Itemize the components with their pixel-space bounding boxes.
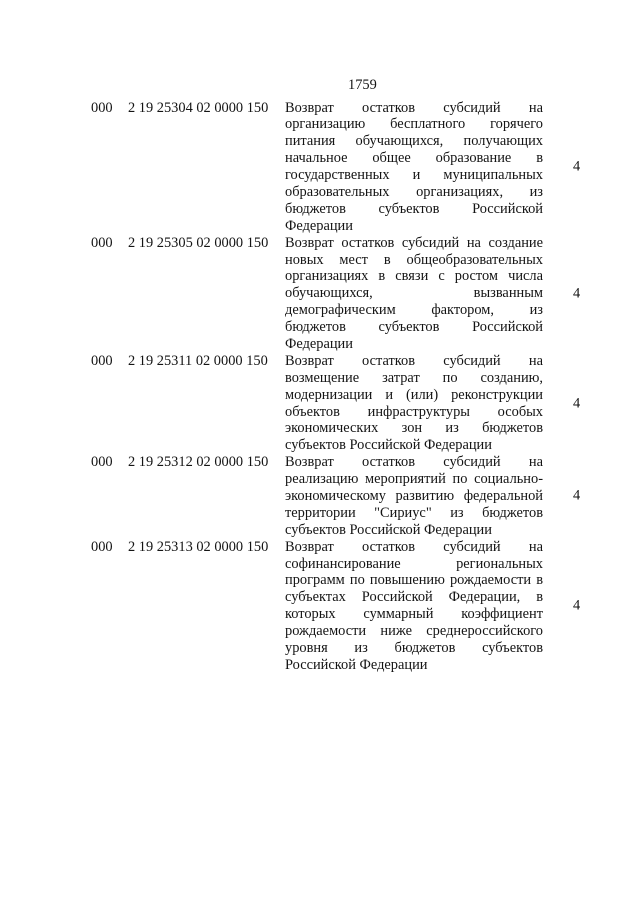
name-line: объектов инфраструктуры особых — [285, 403, 543, 420]
budget-code-table — [0, 100, 640, 674]
budget-code: 2 19 25305 02 0000 150 — [128, 234, 269, 251]
name-line: демографическим фактором, из — [285, 302, 543, 319]
page-number: 1759 — [348, 76, 377, 93]
name-line: государственных и муниципальных — [285, 167, 543, 184]
name-line: территории "Сириус" из бюджетов — [285, 504, 543, 521]
name-line: субъектов Российской Федерации — [285, 437, 492, 454]
table-row — [0, 235, 640, 353]
table-row — [0, 539, 640, 674]
name-line: Возврат остатков субсидий на — [285, 352, 543, 369]
admin-code: 000 — [91, 454, 113, 471]
value-cell: 4 — [573, 285, 581, 302]
admin-code: 000 — [91, 352, 113, 369]
name-line: Федерации — [285, 335, 353, 352]
name-line: питания обучающихся, получающих — [285, 133, 543, 150]
name-line: новых мест в общеобразовательных — [285, 251, 543, 268]
value-cell: 4 — [573, 597, 581, 614]
admin-code: 000 — [91, 538, 113, 555]
name-line: которых суммарный коэффициент — [285, 606, 543, 623]
budget-code: 2 19 25311 02 0000 150 — [128, 352, 268, 369]
name-line: организациях в связи с ростом числа — [285, 268, 543, 285]
name-line: обучающихся, вызванным — [285, 285, 543, 302]
name-line: Федерации — [285, 217, 353, 234]
table-row — [0, 100, 640, 235]
name-line: экономических зон из бюджетов — [285, 420, 543, 437]
name-cell — [285, 353, 543, 454]
name-line: возмещение затрат по созданию, — [285, 369, 543, 386]
name-cell — [285, 539, 543, 674]
name-line: Возврат остатков субсидий на создание — [285, 234, 543, 251]
value-cell: 4 — [573, 487, 581, 504]
name-line: бюджетов субъектов Российской — [285, 200, 543, 217]
name-line: софинансирование региональных — [285, 555, 543, 572]
admin-code: 000 — [91, 234, 113, 251]
value-cell: 4 — [573, 158, 581, 175]
admin-code: 000 — [91, 99, 113, 116]
name-line: модернизации и (или) реконструкции — [285, 386, 543, 403]
name-line: бюджетов субъектов Российской — [285, 319, 543, 336]
name-cell — [285, 235, 543, 353]
name-line: организацию бесплатного горячего — [285, 116, 543, 133]
name-line: начальное общее образование в — [285, 150, 543, 167]
name-line: программ по повышению рождаемости в — [285, 572, 543, 589]
name-line: уровня из бюджетов субъектов — [285, 640, 543, 656]
name-line: Российской Федерации — [285, 656, 428, 673]
name-line: субъектов Российской Федерации — [285, 521, 492, 538]
name-line: Возврат остатков субсидий на — [285, 99, 543, 116]
budget-code: 2 19 25312 02 0000 150 — [128, 454, 269, 471]
name-line: рождаемости ниже среднероссийского — [285, 623, 543, 640]
table-row — [0, 454, 640, 538]
name-line: образовательных организациях, из — [285, 183, 543, 200]
name-line: субъектах Российской Федерации, в — [285, 589, 543, 606]
table-row — [0, 353, 640, 454]
name-cell — [285, 454, 543, 538]
value-cell: 4 — [573, 395, 581, 412]
name-cell — [285, 100, 543, 235]
name-line: Возврат остатков субсидий на — [285, 454, 543, 471]
name-line: Возврат остатков субсидий на — [285, 538, 543, 555]
budget-code: 2 19 25304 02 0000 150 — [128, 99, 269, 116]
name-line: экономическому развитию федеральной — [285, 487, 543, 504]
name-line: реализацию мероприятий по социально- — [285, 471, 543, 488]
budget-code: 2 19 25313 02 0000 150 — [128, 538, 269, 555]
